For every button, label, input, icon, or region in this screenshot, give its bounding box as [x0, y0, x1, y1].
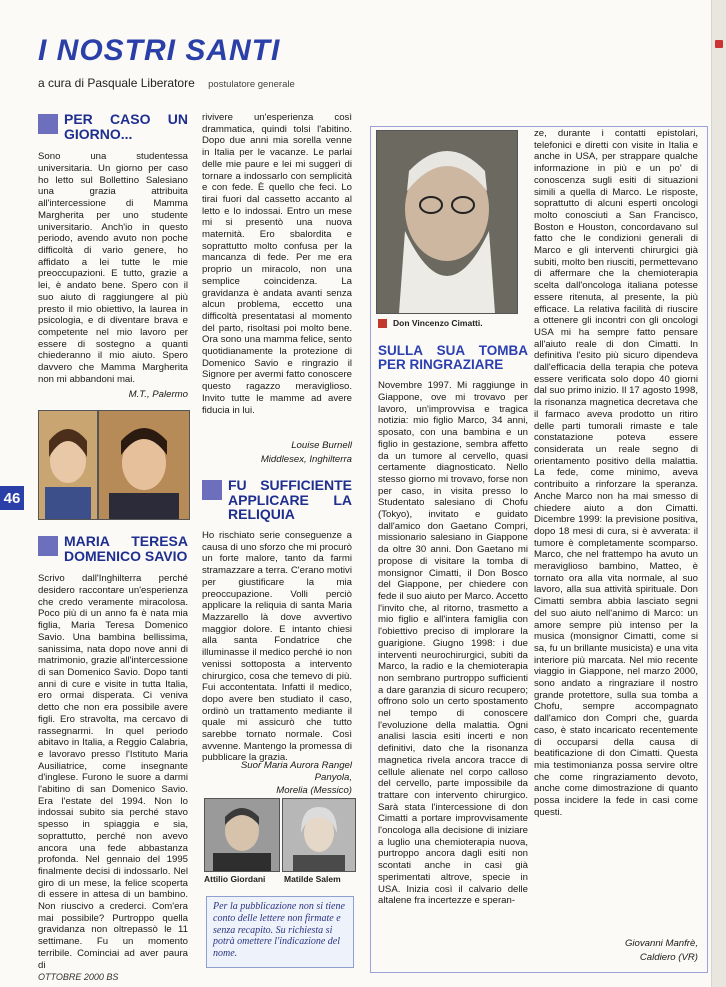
article-body: Novembre 1997. Mi raggiunge in Giappone, ove mi trovavo per lavoro, un'improvvisa e tragica notizia: mio figlio Marco, 34 anni, sposato, con una bambina e un figlio in gestazione, sembra affetto da un tumore al cervello, quasi certamente diagnosticato. Nello stesso giorno mi trovavo, forse non per caso, in visita presso lo Studentato salesiano di Chofu (Tokyo), invitato e guidato dall'amico don Gaetano Compri, missionario salesiano in Giappone da oltre 30 anni. Don Gaetano mi propose di visitare la tomba di monsignor Cimatti, il Don Bosco del Giappone, per chiedere con fede il suo aiuto per Marco. Accetto l'invito che, al ritorno, trasmetto a mio figlio e all'intera famiglia con l'obiettivo preciso di implorare la guarigione. Giugno 1998: i due interventi neurochirurgici, subiti da Marco, la radio e la chemioterapia non sembrano purtroppo sufficienti a dare garanzia di sicuro recupero; offrono solo un certo spostamento nel tempo di conoscere l'evoluzione della malattia. Ogni analisi lascia esiti incerti e non definitivi, dato che la risonanza magnetica rivela ancora tracce di cellule alienate nel corpo calloso del cervello, parte impossibile da trattare con intervento chirurgico. Sarà stata l'intercessione di don Cimatti a portare improvvisamente l'oncologa alla decisione di iniziare a luglio una chemioterapia nuova, purtroppo ancora dagli esiti non scontati anche in casi già sperimentati altrove, specie in USA. Inizia così il calvario delle altalene fra incertezze e speran-	[378, 380, 528, 907]
article-body: Scrivo dall'Inghilterra perché desidero raccontare un'esperienza che credo veramente miracolosa. Poco più di un anno fa è nata mia figlia, Maria Teresa Domenico Savio. Una bambina bellissima, sanissima, nata dopo nove anni di matrimonio, grazie all'intercessione di san Domenico Savio. Dopo tanti anni di cure e visite in tutta Italia, ero ormai disperata. Ci veniva detto che non era possibile avere figli. Ero stravolta, ma cercavo di rassegnarmi. In quel periodo abitavo in Italia, a Reggio Calabria, e lavoravo presso l'Istituto Maria Ausiliatrice, come insegnante d'inglese. Furono le suore a darmi l'abitino di san Domenico Savio. Era l'estate del 1994. Non lo indossai subito sia perché stavo spesso in spiaggia e sia, soprattutto, perché non avevo ancora una fede abbastanza profonda. Nel gennaio del 1995 finalmente decisi di indossarlo. Nel giro di un mese, la felice scoperta di essere in attesa di un bambino. Non riuscivo a crederci. Com'era mai possibile? Purtroppo quella gravidanza non oltrepassò le 11 settimane. Fu un momento terribile. Cominciai ad aver paura di	[38, 573, 188, 971]
signature-block	[202, 758, 352, 797]
heading-tomba	[378, 344, 528, 372]
photo-giordani	[204, 798, 280, 872]
heading-maria-teresa	[38, 534, 188, 563]
signature-place: Middlesex, Inghilterra	[260, 453, 352, 465]
article-body-continued: rivivere un'esperienza così drammatica, quindi tolsi l'abitino. Dopo due anni mia sorella venne in Italia per le vacanze. Le parlai delle mie paure e lei mi suggerì di tornare a indossarlo con semplicità e con fede. È quello che feci. Lo tirai fuori dal cassetto accanto al letto e lo indossai. Entro un mese mi si presentò una nuova maternità. Ero sbalordita e soprattutto molto confusa per la mancanza di fede. Per me era proprio un miracolo, non una semplice coincidenza. La gravidanza è andata avanti senza alcun problema, eccetto una difficoltà presentatasi al momento del parto, risoltasi poi molto bene. Ora sono una mamma felice, sento quotidianamente la protezione di Domenico Savio e ringrazio il Signore per avermi fatto conoscere questo ragazzo meraviglioso. Invito tutte le mamme ad avere fiducia in lui.	[202, 112, 352, 416]
signature-place: Caldiero (VR)	[639, 951, 698, 963]
curated-by	[38, 76, 295, 90]
heading-sufficiente	[202, 478, 352, 522]
signature-block	[202, 438, 352, 465]
heading-square	[38, 114, 58, 134]
caption-salem: Matilde Salem	[284, 874, 341, 884]
edge-mark	[715, 40, 723, 48]
column-1	[38, 112, 188, 407]
signature-name: Suor Maria Aurora Rangel Panyola,	[240, 760, 352, 783]
caption-cimatti-row	[378, 318, 483, 328]
curator-name: a cura di Pasquale Liberatore	[38, 76, 195, 90]
page-number: 46	[0, 486, 24, 510]
editorial-note: Per la pubblicazione non si tiene conto delle lettere non firmate e senza recapito. Su richiesta si potrà omettere l'indicazione del nome.	[206, 896, 354, 968]
photo-salem	[282, 798, 356, 872]
column-2-lower	[202, 477, 352, 764]
curator-role: postulatore generale	[208, 79, 295, 90]
signature-name: Giovanni Manfrè,	[624, 938, 698, 949]
caption-square	[378, 319, 387, 328]
signature-place: Morelia (Messico)	[276, 785, 352, 796]
heading-text: PER CASO UN GIORNO...	[64, 111, 188, 142]
caption-giordani: Attilio Giordani	[204, 874, 266, 884]
column-3	[378, 344, 528, 966]
column-1-lower	[38, 533, 188, 971]
signature: M.T., Palermo	[128, 389, 188, 401]
caption-cimatti: Don Vincenzo Cimatti.	[393, 318, 483, 328]
section-title: I NOSTRI SANTI	[38, 34, 281, 67]
page-edge	[711, 0, 726, 987]
heading-per-caso	[38, 112, 188, 141]
article-body: Sono una studentessa universitaria. Un giorno per caso ho letto sul Bollettino Salesiano una grazia attribuita all'intercessione di Mamma Margherita per uno studente universitario. Anch'io in questo periodo, avendo avuto non poche difficoltà di vario genere, ho affidato a lei tutte le mie preoccupazioni. E tutto, grazie a lei, è andato bene. Spero con il suo aiuto di raggiungere al più presto il mio obiettivo, la laurea in psicologia, e di diventare brava e competente nel mio lavoro per essere di sostegno a quanti chiederanno il mio aiuto. Spero davvero che Mamma Margherita non mi abbandoni mai.	[38, 151, 188, 385]
article-body-continued: ze, durante i contatti epistolari, telefonici e diretti con visite in Italia e anche in USA, per strappare qualche informazione in più e un po' di conoscenza sugli esiti di situazioni simili a quella di Marco. Le risposte, soprattutto di alcuni esperti oncologi molto conosciuti a San Francisco, Boston e Houston, concordavano sul fatto che le condizioni generali di Marco e gli interventi chirurgici già subiti, molto ben riusciti, permettevano di affermare che la chemioterapia scelta dall'oncologa italiana potesse essere ritenuta, al presente, la più efficace. La relativa facilità di riuscire a ottenere gli incontri con gli oncologi USA mi ha sempre fatto pensare all'aiuto reale di don Cimatti. In definitiva l'esito più sicuro dipendeva dall'efficacia della terapia che poteva essere verificata solo dopo 40 giorni dal suo primo inizio. Il 17 agosto 1998, la risonanza magnetica decretava che il farmaco aveva prodotto un ritiro delle parti tumorali rimaste e tale constatazione poteva essere considerata un reale segno di orientamento positivo della malattia. La fede, come minimo, aveva contribuito a rinforzare la speranza. Anche Marco non ha mai smesso di chiedere aiuto a don Cimatti. Dicembre 1999: la previsione positiva, dopo 18 mesi di cura, si è avverata: il tumore è completamente scomparso. Marco, che nel frattempo ha avuto un meraviglioso bambino, Matteo, è tornato ora alla vita normale, al suo lavoro, alla sua attività spirituale. Don Cimatti sembra abbia lasciato segni del suo aiuto nell'animo di Marco: un amore sempre più intenso per la musica (monsignor Cimatti, come si sa, fu un brillante musicista) e una vita interiore più marcata. Nel mio recente viaggio in Giappone, nel marzo 2000, sono andato a ringraziare il nostro grande protettore, sulla sua tomba a Chofu, sempre accompagnato dall'amico don Compri che, guarda caso, è stato incaricato recentemente di occuparsi della causa di beatificazione di don Cimatti. Questa mia testimonianza possa servire oltre che come ringraziamento devoto, anche come dimostrazione di quanto possa incidere la fede in casi come questi.	[534, 128, 698, 818]
photo-cimatti	[376, 130, 518, 314]
heading-text: MARIA TERESA DOMENICO SAVIO	[64, 533, 188, 564]
heading-square	[38, 536, 58, 556]
photo-boy	[98, 410, 190, 520]
signature-name: Louise Burnell	[291, 440, 352, 451]
column-2	[202, 112, 352, 438]
photo-girl	[38, 410, 98, 520]
heading-square	[202, 480, 222, 500]
signature-block	[534, 936, 698, 963]
heading-text: FU SUFFICIENTE APPLICARE LA RELIQUIA	[228, 477, 352, 523]
footer-issue: OTTOBRE 2000 BS	[38, 972, 119, 982]
heading-text: SULLA SUA TOMBA PER RINGRAZIARE	[378, 343, 528, 373]
article-body: Ho rischiato serie conseguenze a causa di uno sforzo che mi procurò un forte malore, tanto da farmi stramazzare a terra. C'erano motivi per giustificare la mia preoccupazione. Volli perciò applicare la reliquia di santa Maria Mazzarello là dove avvertivo maggior dolore. E intanto chiesi alla santa Fondatrice che illuminasse il medico perché io non venissi sottoposta a intervento chirurgico, cosa che temevo di più. Fui accontentata. Infatti il medico, dopo avere ben studiato il caso, ordinò un trattamento mediante il quale mi assicurò che tutto sarebbe tornato normale. Così avvenne. Mantengo la promessa di pubblicare la grazia.	[202, 530, 352, 764]
column-4	[534, 128, 698, 898]
